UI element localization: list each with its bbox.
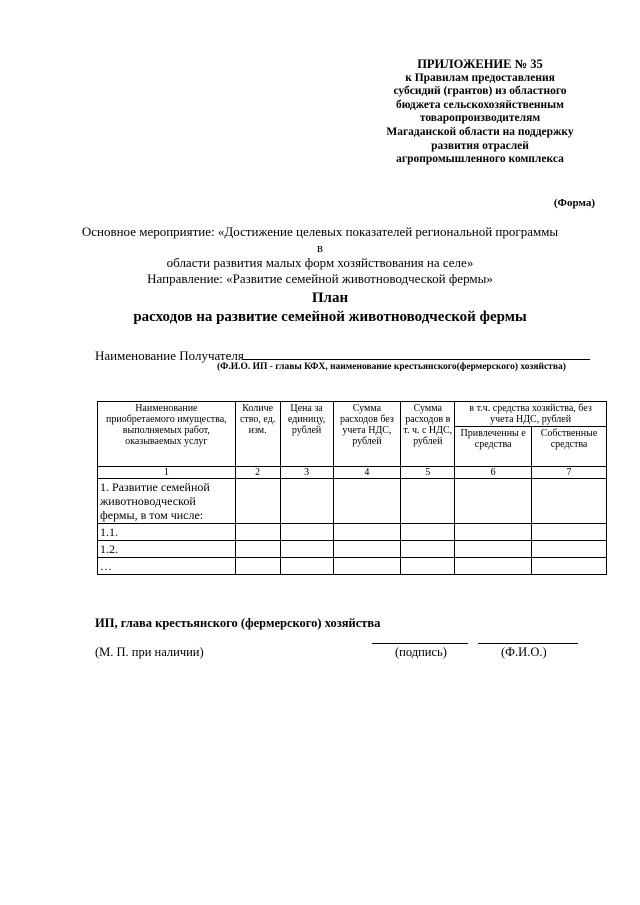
header-col3: Цена за единицу, рублей (280, 402, 333, 467)
table-cell[interactable] (333, 541, 401, 558)
direction-line: Направление: «Развитие семейной животноводческой фермы» (147, 270, 493, 286)
appendix-line: к Правилам предоставления (405, 71, 555, 84)
recipient-note: (Ф.И.О. ИП - главы КФХ, наименование крестьянского(фермерского) хозяйства) (217, 362, 566, 372)
table-cell[interactable] (455, 524, 532, 541)
page-title (90, 289, 570, 326)
table-cell[interactable] (455, 479, 532, 524)
table-cell[interactable] (401, 541, 455, 558)
table-cell[interactable] (333, 524, 401, 541)
col-number: 7 (532, 467, 607, 479)
col-number: 1 (98, 467, 236, 479)
appendix-line: развития отраслей (431, 139, 529, 152)
row-label: 1. Развитие семейной животноводческой фермы, в том числе: (98, 479, 236, 524)
title-line: План (311, 290, 349, 306)
header-col2: Количе ство, ед. изм. (235, 402, 280, 467)
row-label: 1.1. (98, 524, 236, 541)
table-cell[interactable] (280, 541, 333, 558)
signature-title: ИП, глава крестьянского (фермерского) хозяйства (95, 616, 381, 630)
recipient-label: Наименование Получателя (95, 348, 244, 363)
expense-table (97, 401, 607, 575)
header-col1: Наименование приобретаемого имущества, выполняемых работ, оказываемых услуг (98, 402, 236, 467)
table-row (98, 541, 607, 558)
table-cell[interactable] (532, 541, 607, 558)
number-row (98, 467, 607, 479)
stamp-note: (М. П. при наличии) (95, 645, 204, 659)
form-label: (Форма) (553, 197, 595, 209)
name-line[interactable] (478, 643, 578, 644)
col-number: 4 (333, 467, 401, 479)
table-cell[interactable] (401, 479, 455, 524)
recipient-field-line[interactable] (243, 359, 590, 360)
col-number: 3 (280, 467, 333, 479)
table-cell[interactable] (532, 524, 607, 541)
table-row (98, 524, 607, 541)
appendix-line: бюджета сельскохозяйственным (396, 98, 564, 111)
appendix-line: субсидий (грантов) из областного (393, 85, 567, 98)
appendix-line: Магаданской области на поддержку (386, 125, 574, 138)
table-cell[interactable] (455, 541, 532, 558)
row-label: 1.2. (98, 541, 236, 558)
col-number: 5 (401, 467, 455, 479)
signature-line[interactable] (372, 643, 468, 644)
col-number: 6 (455, 467, 532, 479)
row-label: … (98, 558, 236, 575)
header-col5: Сумма расходов в т. ч. с НДС, рублей (401, 402, 455, 467)
table-cell[interactable] (455, 558, 532, 575)
table-cell[interactable] (235, 541, 280, 558)
table-cell[interactable] (235, 479, 280, 524)
appendix-title: ПРИЛОЖЕНИЕ № 35 (417, 57, 543, 71)
table-cell[interactable] (532, 479, 607, 524)
table-cell[interactable] (235, 524, 280, 541)
measure-line: области развития малых форм хозяйствования на селе» (166, 255, 474, 270)
table-cell[interactable] (532, 558, 607, 575)
table-cell[interactable] (280, 479, 333, 524)
measure-line: Основное мероприятие: «Достижение целевых показателей региональной программы в (81, 224, 559, 255)
measure-block (80, 224, 560, 286)
table-cell[interactable] (235, 558, 280, 575)
appendix-line: агропромышленного комплекса (396, 153, 564, 166)
table-cell[interactable] (333, 479, 401, 524)
table-cell[interactable] (333, 558, 401, 575)
header-col4: Сумма расходов без учета НДС, рублей (333, 402, 401, 467)
table-cell[interactable] (401, 558, 455, 575)
header-group: в т.ч. средства хозяйства, без учета НДС, рублей (455, 402, 607, 427)
header-col7: Собственные средства (532, 427, 607, 467)
name-caption: (Ф.И.О.) (501, 645, 547, 659)
table-cell[interactable] (401, 524, 455, 541)
table-row (98, 558, 607, 575)
subtitle-line: расходов на развитие семейной животноводческой фермы (133, 308, 527, 325)
appendix-block (360, 58, 600, 167)
table-cell[interactable] (280, 524, 333, 541)
table-cell[interactable] (280, 558, 333, 575)
col-number: 2 (235, 467, 280, 479)
header-col6: Привлеченны е средства (455, 427, 532, 467)
table-row (98, 479, 607, 524)
appendix-line: товаропроизводителям (419, 112, 541, 125)
signature-caption: (подпись) (395, 645, 447, 659)
